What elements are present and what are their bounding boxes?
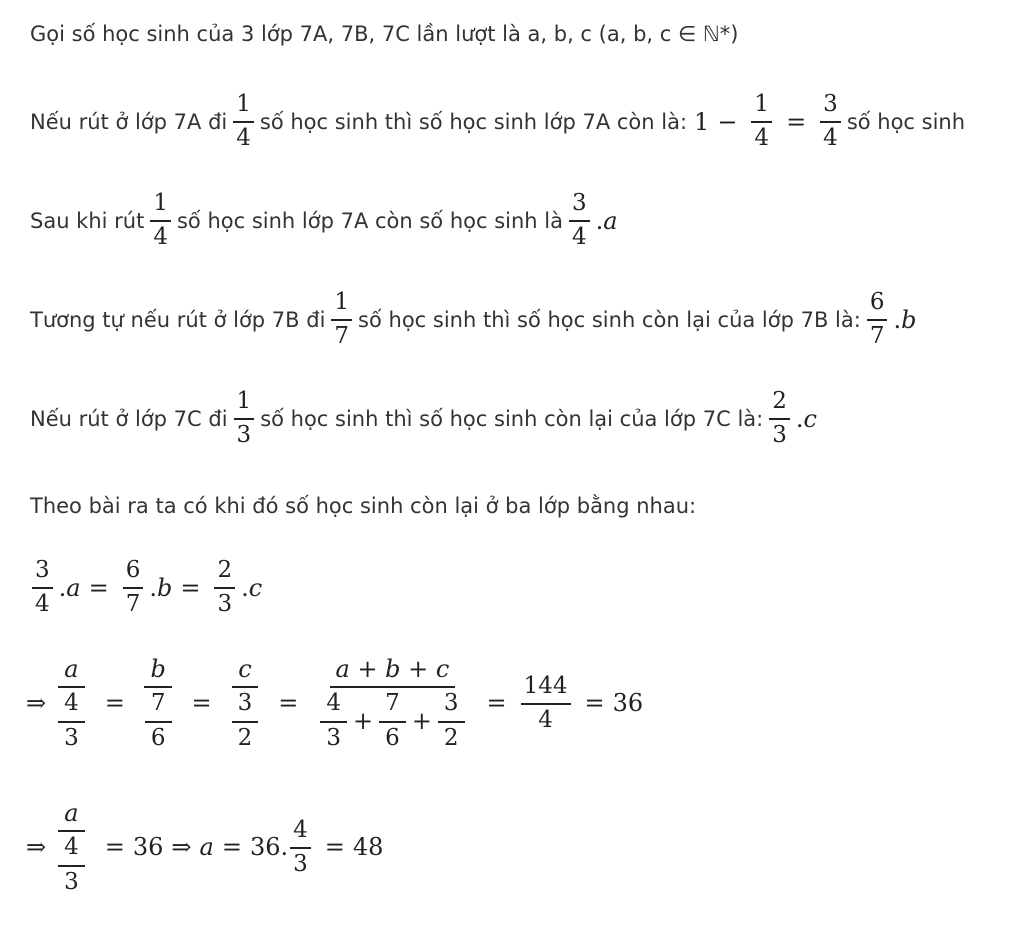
numerator: 4	[58, 835, 85, 866]
denominator: 7	[125, 591, 141, 618]
line-text: số học sinh thì số học sinh còn lại của lớp 7C là:	[260, 406, 764, 431]
fraction-1-3	[234, 389, 255, 449]
line-text: Sau khi rút	[30, 208, 145, 233]
numerator: 4	[58, 691, 85, 722]
dot-operator: .	[149, 573, 157, 602]
line-text: Nếu rút ở lớp 7A đi	[30, 109, 228, 134]
fraction-6-7	[123, 558, 144, 618]
fraction-4-3	[320, 691, 347, 751]
numerator: 6	[123, 558, 144, 589]
numerator: a	[58, 800, 84, 832]
fraction-3-2	[232, 691, 259, 751]
math-number: 1	[694, 107, 710, 136]
minus-sign: −	[717, 107, 738, 136]
fraction-a-over-4-3	[52, 656, 91, 751]
variable-a: a	[66, 573, 81, 602]
numerator: 7	[379, 691, 406, 722]
denominator: 4	[153, 224, 168, 251]
denominator	[52, 688, 91, 751]
numerator: 144	[521, 674, 571, 705]
fraction-sum	[312, 656, 472, 751]
denominator: 2	[443, 724, 459, 751]
result-48: 48	[352, 833, 384, 862]
class-7b-line	[30, 290, 916, 350]
implies-arrow: ⇒	[26, 689, 47, 718]
numerator: 3	[438, 691, 465, 722]
value-36-dot: 36.	[249, 833, 289, 862]
denominator	[139, 688, 178, 751]
numerator: 1	[234, 389, 255, 420]
result-36: 36	[612, 689, 644, 718]
denominator: 7	[334, 323, 350, 350]
implies-arrow: ⇒	[171, 833, 192, 862]
line-text: Tương tự nếu rút ở lớp 7B đi	[30, 307, 326, 332]
condition-line	[30, 494, 696, 518]
fraction-1-4	[751, 92, 772, 152]
final-equation	[26, 800, 383, 895]
numerator: a	[58, 656, 84, 688]
numerator: 2	[769, 389, 790, 420]
fraction-3-4	[820, 92, 841, 152]
dot-operator: .	[241, 573, 249, 602]
equals-sign: =	[104, 833, 125, 862]
plus-sign: +	[411, 706, 432, 735]
equals-sign: =	[786, 107, 807, 136]
dot-operator: .	[795, 404, 804, 433]
equals-sign: =	[278, 689, 299, 718]
numerator: 7	[145, 691, 172, 722]
fraction-7-6	[145, 691, 172, 751]
denominator: 7	[869, 323, 885, 350]
fraction-a-over-4-3	[52, 800, 91, 895]
value-36: 36	[132, 833, 164, 862]
variable-c: c	[248, 573, 263, 602]
fraction-7-6	[379, 691, 406, 751]
denominator: 3	[236, 422, 252, 449]
intro-line	[30, 22, 738, 46]
numerator: 3	[569, 191, 590, 222]
variable-b: b	[156, 573, 173, 602]
denominator: 6	[150, 724, 166, 751]
numerator: 1	[233, 92, 254, 123]
denominator: 4	[754, 125, 770, 152]
numerator: 3	[820, 92, 841, 123]
equals-sign: =	[191, 689, 212, 718]
fraction-1-4	[150, 191, 171, 251]
denominator: 4	[35, 591, 50, 618]
equals-sign: =	[104, 689, 125, 718]
line-text: Nếu rút ở lớp 7C đi	[30, 406, 228, 431]
numerator: b	[144, 656, 171, 688]
fraction-3-2	[438, 691, 465, 751]
denominator: 4	[538, 706, 553, 733]
fraction-c-over-3-2	[226, 656, 265, 751]
dot-operator: .	[595, 206, 604, 235]
denominator: 3	[326, 724, 341, 751]
line-text: số học sinh thì số học sinh lớp 7A còn là:	[259, 109, 688, 134]
numerator: 4	[290, 818, 311, 849]
equals-sign: =	[324, 833, 345, 862]
line-text: Theo bài ra ta có khi đó số học sinh còn lại ở ba lớp bằng nhau:	[30, 494, 697, 518]
variable-a: a	[603, 206, 618, 235]
numerator: 1	[331, 290, 352, 321]
denominator: 3	[64, 868, 79, 895]
intro-text: Gọi số học sinh của 3 lớp 7A, 7B, 7C lần lượt là a, b, c (a, b, c ∈ ℕ*)	[30, 22, 739, 46]
fraction-3-4	[569, 191, 590, 251]
fraction-2-3	[214, 558, 235, 618]
variable-a: a	[199, 833, 214, 862]
class-7a-line	[30, 92, 965, 152]
numerator: 6	[867, 290, 888, 321]
plus-sign: +	[353, 706, 374, 735]
fraction-2-3	[769, 389, 790, 449]
equals-sign: =	[180, 573, 201, 602]
fraction-6-7	[867, 290, 888, 350]
denominator: 4	[823, 125, 838, 152]
denominator: 3	[64, 724, 79, 751]
denominator	[312, 688, 472, 751]
denominator: 3	[772, 422, 787, 449]
numerator: c	[232, 656, 257, 688]
denominator: 2	[237, 724, 253, 751]
equality-equation	[26, 558, 262, 618]
proportion-equation	[26, 656, 643, 751]
numerator: 1	[150, 191, 171, 222]
denominator: 6	[385, 724, 400, 751]
dot-operator: .	[58, 573, 67, 602]
dot-operator: .	[893, 305, 902, 334]
class-7a-remaining-line	[30, 191, 618, 251]
denominator: 3	[217, 591, 233, 618]
line-text: số học sinh lớp 7A còn số học sinh là	[176, 208, 563, 233]
equals-sign: =	[486, 689, 507, 718]
fraction-3-4	[32, 558, 53, 618]
numerator: 4	[320, 691, 347, 722]
fraction-4-3	[290, 818, 311, 878]
denominator	[52, 832, 91, 895]
denominator: 4	[571, 224, 587, 251]
line-text: số học sinh thì số học sinh còn lại của lớp 7B là:	[358, 307, 861, 332]
fraction-1-7	[331, 290, 352, 350]
variable-c: c	[803, 404, 817, 433]
numerator: 3	[232, 691, 259, 722]
fraction-4-3	[58, 691, 85, 751]
fraction-b-over-7-6	[139, 656, 178, 751]
equals-sign: =	[88, 573, 109, 602]
numerator: 2	[214, 558, 235, 589]
equals-sign: =	[221, 833, 242, 862]
fraction-4-3	[58, 835, 85, 895]
denominator: 4	[236, 125, 251, 152]
numerator: 3	[32, 558, 53, 589]
line-text: số học sinh	[846, 109, 966, 134]
denominator: 3	[293, 850, 308, 877]
equals-sign: =	[584, 689, 605, 718]
fraction-144-4	[521, 674, 571, 734]
variable-b: b	[901, 305, 917, 334]
fraction-1-4	[233, 92, 254, 152]
implies-arrow: ⇒	[26, 833, 47, 862]
numerator: a + b + c	[330, 656, 456, 688]
numerator: 1	[751, 92, 772, 123]
denominator	[226, 688, 265, 751]
class-7c-line	[30, 389, 817, 449]
